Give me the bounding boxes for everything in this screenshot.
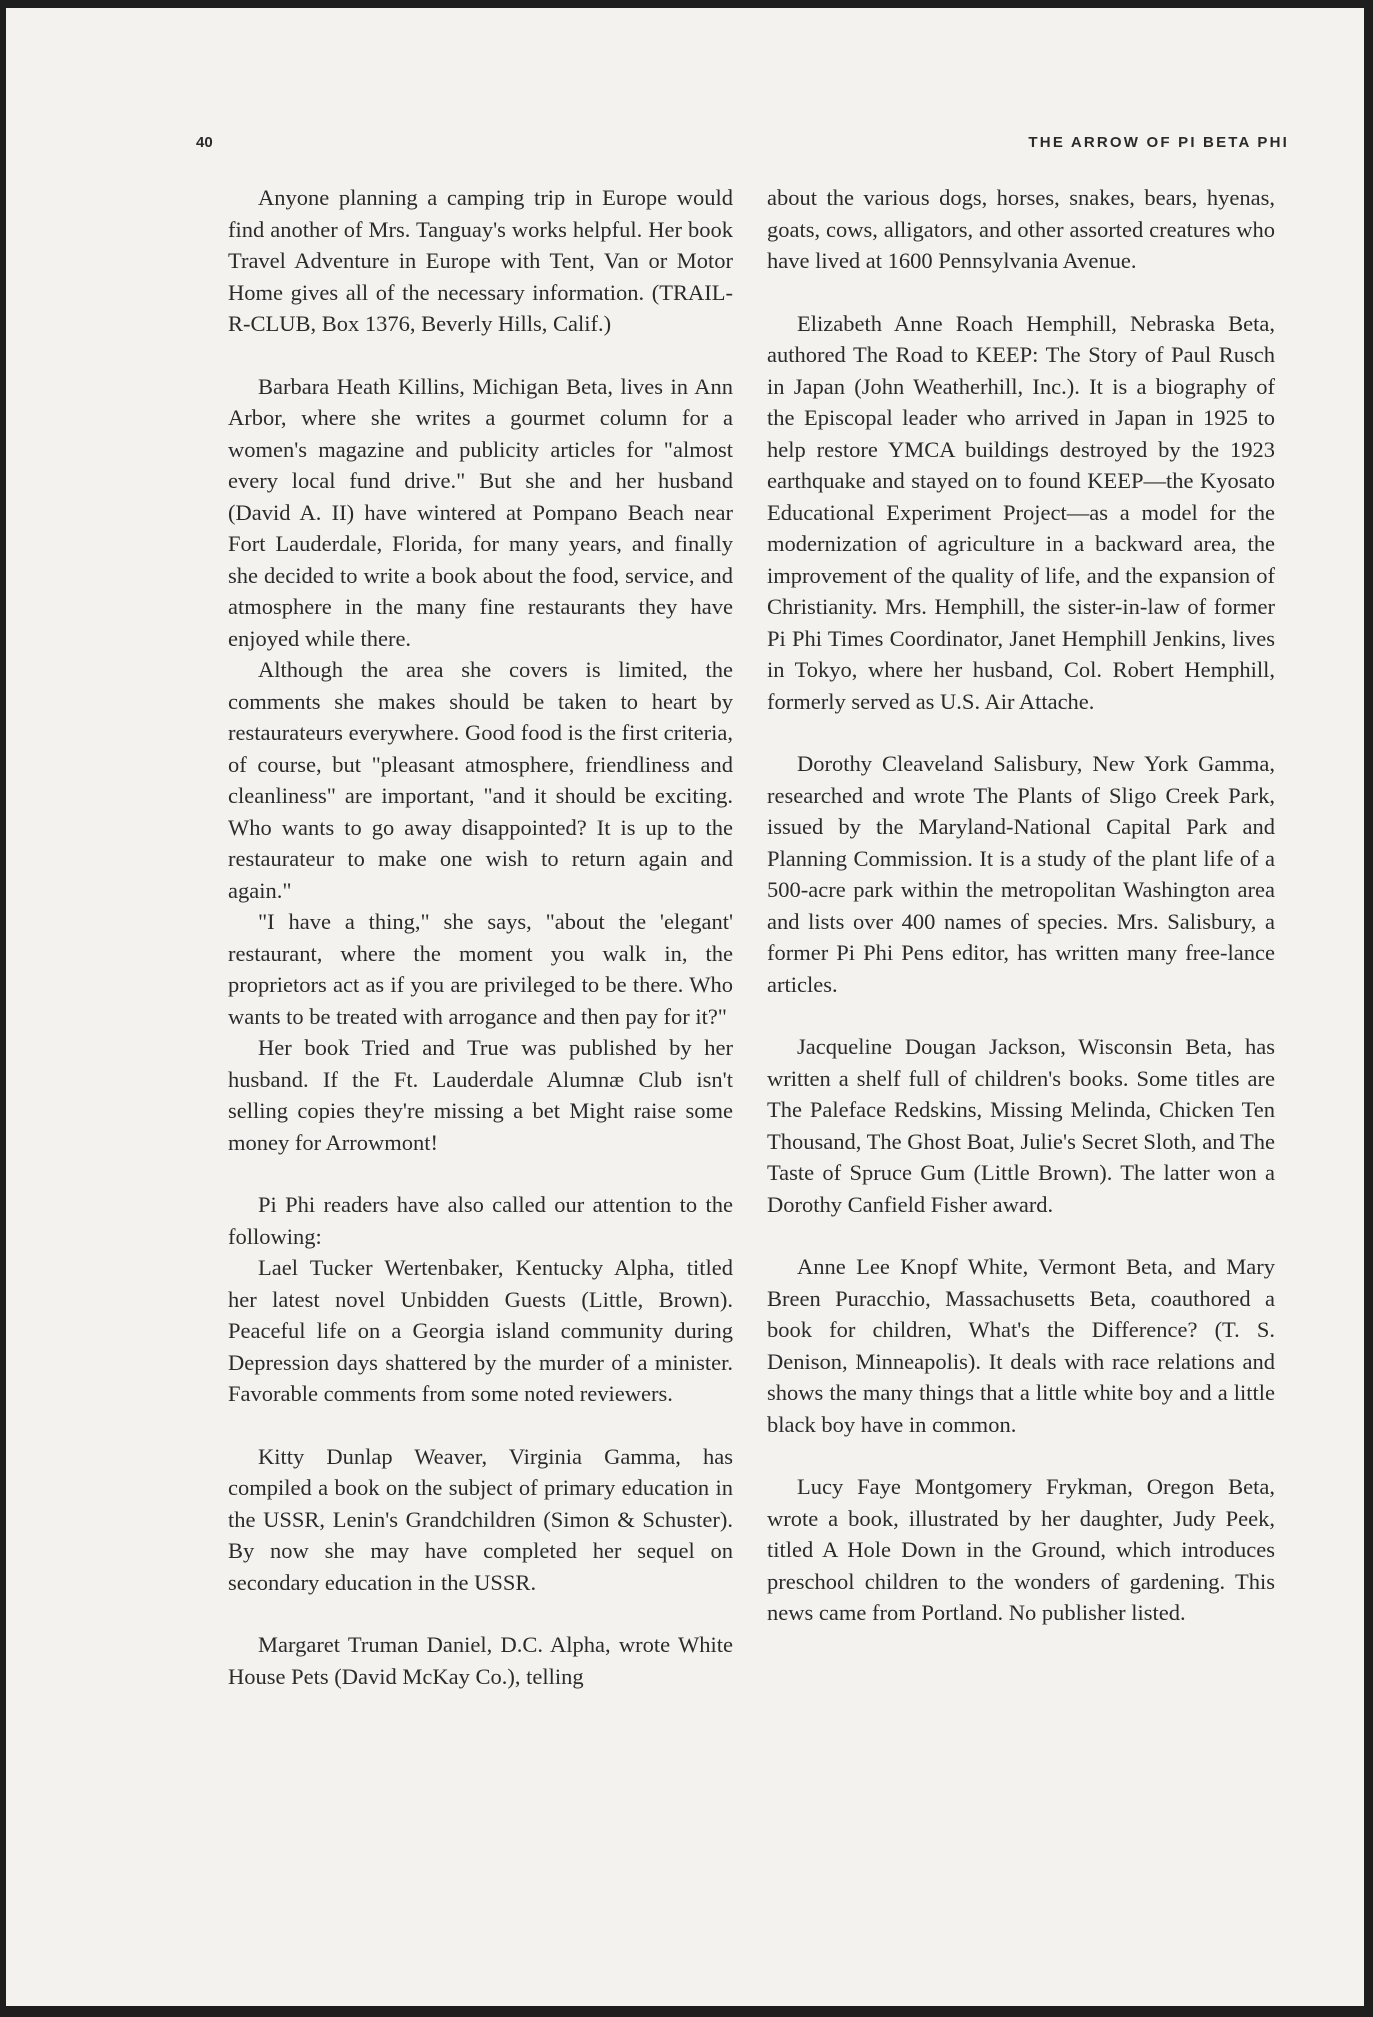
page-number: 40	[196, 134, 213, 151]
left-column	[228, 182, 733, 1692]
paragraph-truman-daniel: Margaret Truman Daniel, D.C. Alpha, wrote White House Pets (David McKay Co.), telling	[228, 1632, 733, 1689]
paragraph-jackson: Jacqueline Dougan Jackson, Wisconsin Beta, has written a shelf full of children's books. Some titles are The Paleface Redskins, Missing Melinda, Chicken Ten Thousand, The Ghost Boat, Julie's Secret Sloth, and The Taste of Spruce Gum (Little Brown). The latter won a Dorothy Canfield Fisher award.	[767, 1034, 1275, 1217]
paragraph-frykman: Lucy Faye Montgomery Frykman, Oregon Beta, wrote a book, illustrated by her daughter, Judy Peek, titled A Hole Down in the Ground, which introduces preschool children to the wonders of gardening. This news came from Portland. No publisher listed.	[767, 1474, 1275, 1625]
paragraph-camping-europe: Anyone planning a camping trip in Europe would find another of Mrs. Tanguay's works helpful. Her book Travel Adventure in Europe with Tent, Van or Motor Home gives all of the necessary information. (TRAIL-R-CLUB, Box 1376, Beverly Hills, Calif.)	[228, 185, 733, 336]
paragraph-hemphill: Elizabeth Anne Roach Hemphill, Nebraska Beta, authored The Road to KEEP: The Story of Paul Rusch in Japan (John Weatherhill, Inc.). It is a biography of the Episcopal leader who arrived in Japan in 1925 to help restore YMCA buildings destroyed by the 1923 earthquake and stayed on to found KEEP—the Kyosato Educational Experiment Project—as a model for the modernization of agriculture in a backward area, the improvement of the quality of life, and the expansion of Christianity. Mrs. Hemphill, the sister-in-law of former Pi Phi Times Coordinator, Janet Hemphill Jenkins, lives in Tokyo, where her husband, Col. Robert Hemphill, formerly served as U.S. Air Attache.	[767, 310, 1275, 714]
paragraph-white-house-pets-cont: about the various dogs, horses, snakes, bears, hyenas, goats, cows, alligators, and other assorted creatures who have lived at 1600 Pennsylvania Avenue.	[767, 185, 1275, 273]
paragraph-killins: Barbara Heath Killins, Michigan Beta, lives in Ann Arbor, where she writes a gourmet column for a women's magazine and publicity articles for "almost every local fund drive." But she and her husband (David A. II) have wintered at Pompano Beach near Fort Lauderdale, Florida, for many years, and finally she decided to write a book about the food, service, and atmosphere in the many fine restaurants they have enjoyed while there.	[228, 373, 733, 651]
running-header	[196, 134, 1289, 160]
journal-title: THE ARROW OF PI BETA PHI	[1028, 134, 1289, 151]
paragraph-elegant-restaurant: "I have a thing," she says, "about the 'elegant' restaurant, where the moment you walk in, the proprietors act as if you are privileged to be there. Who wants to be treated with arrogance and then pay for it?"	[228, 909, 733, 1029]
right-column	[767, 182, 1275, 1629]
scanned-page	[6, 8, 1364, 2006]
paragraph-salisbury: Dorothy Cleaveland Salisbury, New York Gamma, researched and wrote The Plants of Sligo Creek Park, issued by the Maryland-National Capital Park and Planning Commission. It is a study of the plant life of a 500-acre park within the metropolitan Washington area and lists over 400 names of species. Mrs. Salisbury, a former Pi Phi Pens editor, has written many free-lance articles.	[767, 751, 1275, 997]
paragraph-wertenbaker: Lael Tucker Wertenbaker, Kentucky Alpha, titled her latest novel Unbidden Guests (Little, Brown). Peaceful life on a Georgia island community during Depression days shattered by the murder of a minister. Favorable comments from some noted reviewers.	[228, 1255, 733, 1406]
paragraph-weaver: Kitty Dunlap Weaver, Virginia Gamma, has compiled a book on the subject of primary education in the USSR, Lenin's Grandchildren (Simon & Schuster). By now she may have completed her sequel on secondary education in the USSR.	[228, 1443, 733, 1595]
paragraph-tried-and-true: Her book Tried and True was published by her husband. If the Ft. Lauderdale Alumnæ Club isn't selling copies they're missing a bet Might raise some money for Arrowmont!	[228, 1035, 733, 1155]
paragraph-restaurateurs: Although the area she covers is limited, the comments she makes should be taken to heart by restaurateurs everywhere. Good food is the first criteria, of course, but "pleasant atmosphere, friendliness and cleanliness" are important, "and it should be exciting. Who wants to go away disappointed? It is up to the restaurateur to make one wish to return again and again."	[228, 657, 733, 903]
paragraph-readers-attention: Pi Phi readers have also called our attention to the following:	[228, 1192, 733, 1249]
paragraph-white-puracchio: Anne Lee Knopf White, Vermont Beta, and Mary Breen Puracchio, Massachusetts Beta, coauthored a book for children, What's the Difference? (T. S. Denison, Minneapolis). It deals with race relations and shows the many things that a little white boy and a little black boy have in common.	[767, 1254, 1275, 1437]
